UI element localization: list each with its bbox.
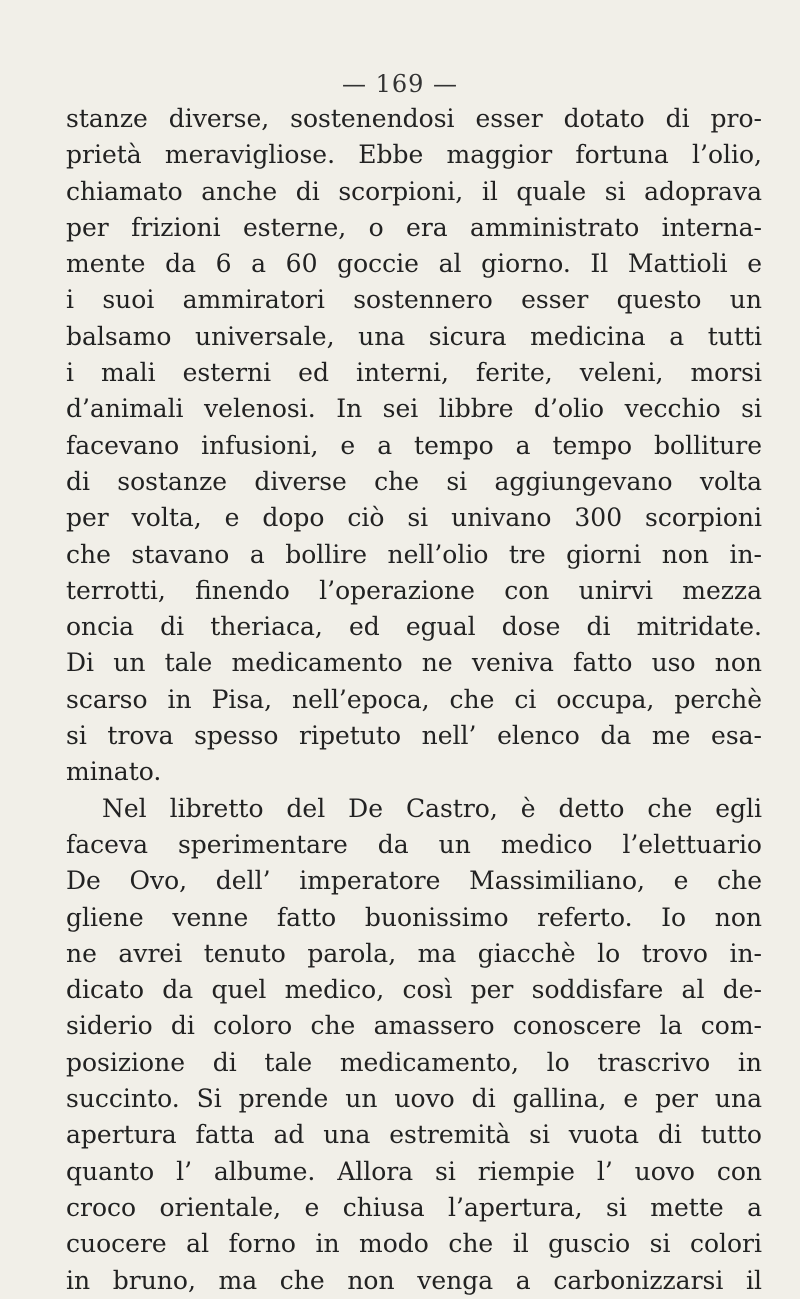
text-line: Di un tale medicamento ne veniva fatto uso non [66,648,762,678]
body-text [66,101,762,1299]
text-line: dicato da quel medico, così per soddisfare al de- [66,975,762,1005]
text-line: per frizioni esterne, o era amministrato interna- [66,212,762,242]
page-number: — 169 — [341,70,459,98]
text-line: minato. [66,757,162,787]
text-line: De Ovo, dell’ imperatore Massimiliano, e che [66,866,762,896]
text-line: i mali esterni ed interni, ferite, veleni, morsi [66,358,762,388]
text-line: faceva sperimentare da un medico l’elettuario [66,829,762,859]
text-line: si trova spesso ripetuto nell’ elenco da me esa- [66,721,762,751]
text-line: siderio di coloro che amassero conoscere la com- [66,1011,762,1041]
paragraph [66,101,762,791]
text-line: quanto l’ albume. Allora si riempie l’ uovo con [66,1156,762,1186]
text-line: ne avrei tenuto parola, ma giacchè lo trovo in- [66,938,762,968]
text-line: cuocere al forno in modo che il guscio si colori [66,1229,762,1259]
text-line: oncia di theriaca, ed egual dose di mitridate. [66,612,762,642]
text-line: croco orientale, e chiusa l’apertura, si mette a [66,1192,762,1222]
text-line: Nel libretto del De Castro, è detto che egli [102,793,762,823]
text-line: in bruno, ma che non venga a carbonizzarsi il [66,1265,762,1295]
text-line: posizione di tale medicamento, lo trascrivo in [66,1047,762,1077]
paragraph [66,791,762,1299]
text-line: che stavano a bollire nell’olio tre giorni non in- [66,539,762,569]
text-line: mente da 6 a 60 goccie al giorno. Il Mattioli e [66,249,762,279]
text-line: prietà meravigliose. Ebbe maggior fortuna l’olio, [66,140,762,170]
text-line: apertura fatta ad una estremità si vuota di tutto [66,1120,762,1150]
text-line: scarso in Pisa, nell’epoca, che ci occupa, perchè [66,684,762,714]
text-line: i suoi ammiratori sostennero esser questo un [66,285,762,315]
text-line: facevano infusioni, e a tempo a tempo bolliture [66,430,762,460]
text-line: balsamo universale, una sicura medicina a tutti [66,321,762,351]
text-line: di sostanze diverse che si aggiungevano volta [66,466,762,496]
text-line: per volta, e dopo ciò si univano 300 scorpioni [66,503,762,533]
text-line: succinto. Si prende un uovo di gallina, e per una [66,1084,762,1114]
text-line: terrotti, finendo l’operazione con unirvi mezza [66,575,762,605]
text-line: stanze diverse, sostenendosi esser dotato di pro- [66,104,762,133]
text-line: chiamato anche di scorpioni, il quale si adoprava [66,176,762,206]
text-line: d’animali velenosi. In sei libbre d’olio vecchio si [66,394,762,424]
text-line: gliene venne fatto buonissimo referto. Io non [66,902,762,932]
